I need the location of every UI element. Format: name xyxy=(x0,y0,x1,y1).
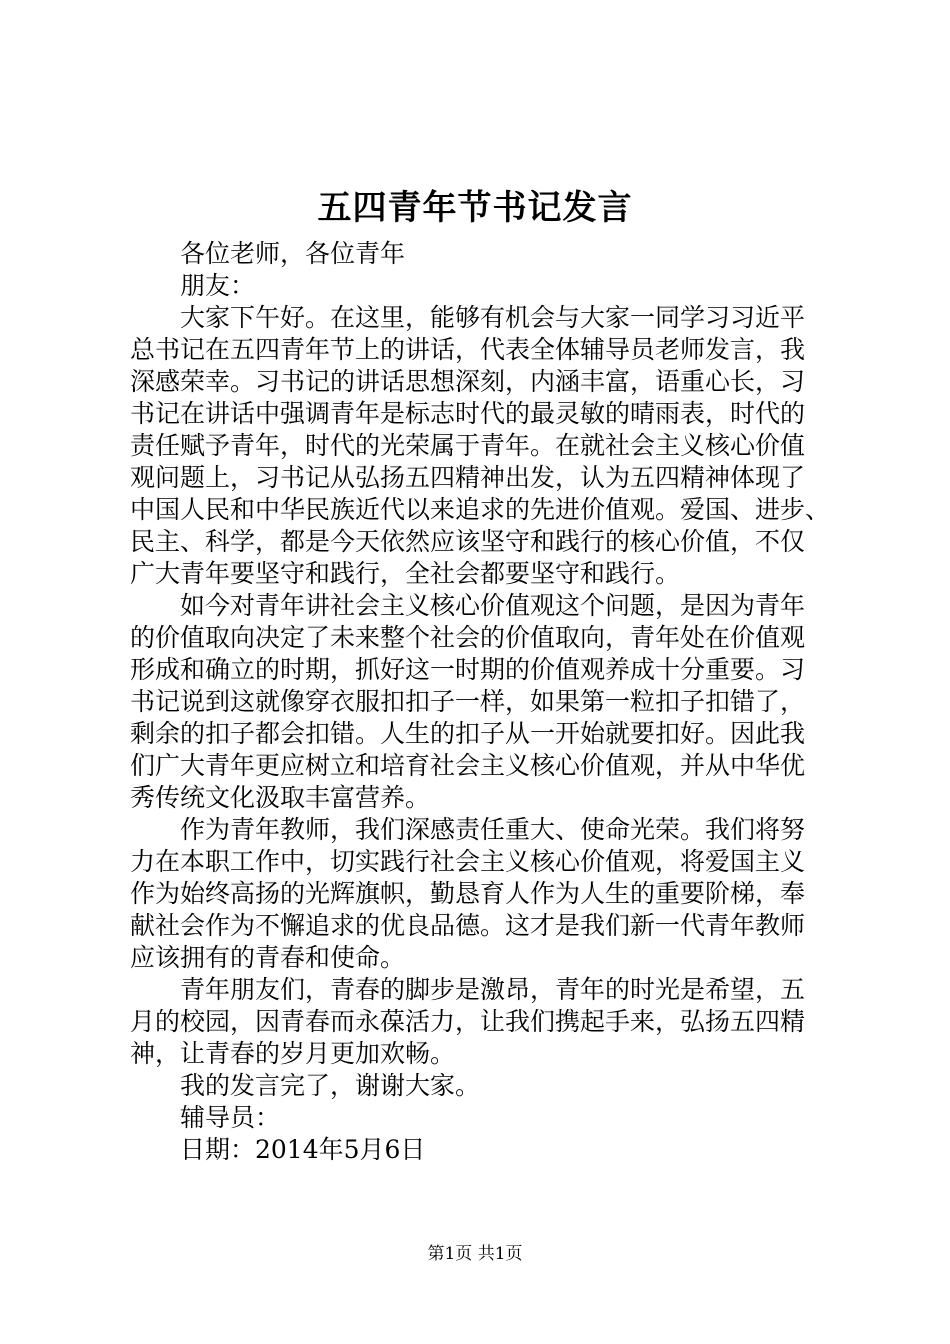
body-line: 作为始终高扬的光辉旗帜，勤恳育人作为人生的重要阶梯，奉 xyxy=(130,879,806,908)
document-title: 五四青年节书记发言 xyxy=(317,188,633,228)
body-line: 如今对青年讲社会主义核心价值观这个问题，是因为青年 xyxy=(130,591,806,620)
body-line: 月的校园，因青春而永葆活力，让我们携起手来，弘扬五四精 xyxy=(130,1007,806,1036)
body-line: 辅导员： xyxy=(130,1103,281,1132)
body-line: 责任赋予青年，时代的光荣属于青年。在就社会主义核心价值 xyxy=(130,431,806,460)
body-line: 各位老师，各位青年 xyxy=(130,239,406,268)
body-line: 剩余的扣子都会扣错。人生的扣子从一开始就要扣好。因此我 xyxy=(130,719,806,748)
body-line: 观问题上，习书记从弘扬五四精神出发，认为五四精神体现了 xyxy=(130,463,806,492)
body-line: 我的发言完了，谢谢大家。 xyxy=(130,1071,481,1100)
page-number: 第1页 共1页 xyxy=(427,1244,523,1264)
body-line: 大家下午好。在这里，能够有机会与大家一同学习习近平 xyxy=(130,303,806,332)
body-line: 神，让青春的岁月更加欢畅。 xyxy=(130,1039,456,1068)
body-line: 的价值取向决定了未来整个社会的价值取向，青年处在价值观 xyxy=(130,623,806,652)
body-line: 形成和确立的时期，抓好这一时期的价值观养成十分重要。习 xyxy=(130,655,806,684)
body-line: 书记在讲话中强调青年是标志时代的最灵敏的晴雨表，时代的 xyxy=(130,399,806,428)
body-line: 作为青年教师，我们深感责任重大、使命光荣。我们将努 xyxy=(130,815,806,844)
body-line: 深感荣幸。习书记的讲话思想深刻，内涵丰富，语重心长，习 xyxy=(130,367,806,396)
body-line: 们广大青年更应树立和培育社会主义核心价值观，并从中华优 xyxy=(130,751,806,780)
body-line: 献社会作为不懈追求的优良品德。这才是我们新一代青年教师 xyxy=(130,911,806,940)
body-line: 民主、科学，都是今天依然应该坚守和践行的核心价值，不仅 xyxy=(130,527,806,556)
body-line: 中国人民和中华民族近代以来追求的先进价值观。爱国、进步、 xyxy=(130,495,830,524)
body-line: 应该拥有的青春和使命。 xyxy=(130,943,406,972)
body-line: 青年朋友们，青春的脚步是激昂，青年的时光是希望，五 xyxy=(130,975,806,1004)
body-line: 书记说到这就像穿衣服扣扣子一样，如果第一粒扣子扣错了， xyxy=(130,687,806,716)
body-line: 广大青年要坚守和践行，全社会都要坚守和践行。 xyxy=(130,559,681,588)
body-line: 日期：2014年5月6日 xyxy=(130,1135,426,1164)
body-line: 秀传统文化汲取丰富营养。 xyxy=(130,783,431,812)
body-line: 总书记在五四青年节上的讲话，代表全体辅导员老师发言，我 xyxy=(130,335,806,364)
body-line: 力在本职工作中，切实践行社会主义核心价值观，将爱国主义 xyxy=(130,847,806,876)
body-line: 朋友： xyxy=(130,271,256,300)
